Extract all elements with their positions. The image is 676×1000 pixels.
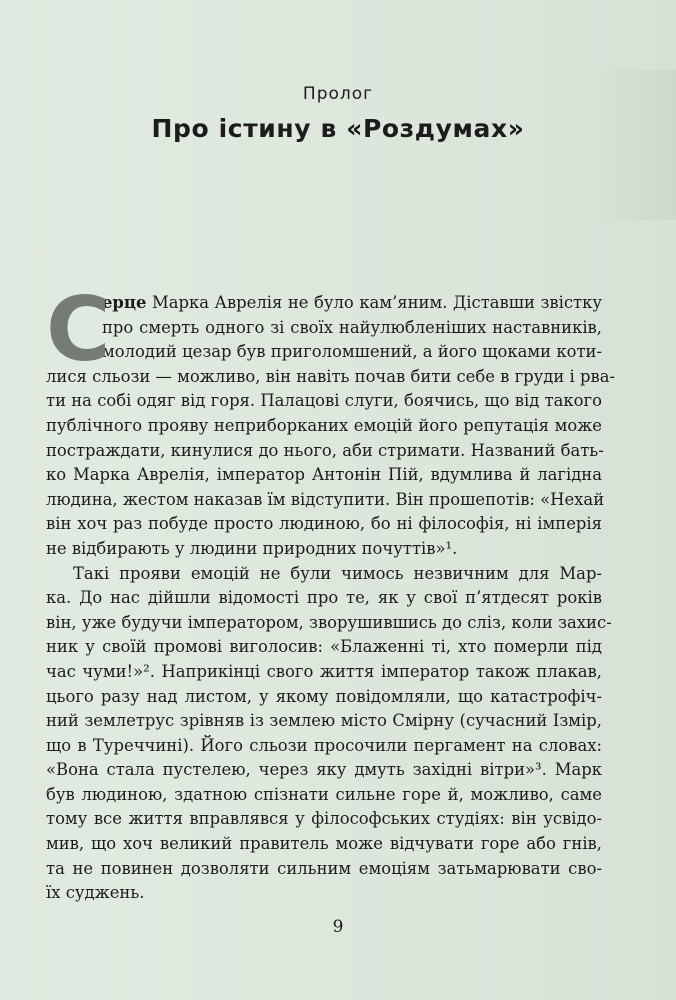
text-line: цього разу над листом, у якому повідомляли, що катастрофіч-	[46, 686, 602, 706]
text-line: лися сльози — можливо, він навіть почав бити себе в груди і рва-	[46, 366, 616, 386]
paragraph-1	[46, 278, 616, 562]
text-line: мив, що хоч великий правитель може відчувати горе або гнів,	[46, 834, 602, 854]
body-text	[46, 278, 616, 906]
text-line: тому все життя вправлявся у філософських студіях: він усвідо-	[46, 809, 602, 829]
text-line: постраждати, кинулися до нього, аби стримати. Названий бать-	[46, 440, 604, 460]
text-line: та не повинен дозволяти сильним емоціям затьмарювати сво-	[46, 858, 602, 878]
text-line: що в Туреччині). Його сльози просочили пергамент на словах:	[46, 735, 602, 755]
text-line: людина, жестом наказав їм відступити. Він прошепотів: «Нехай	[46, 489, 605, 509]
text-line: ерце Марка Аврелія не було кам’яним. Діставши звістку	[102, 293, 602, 312]
text-line: ти на собі одяг від горя. Палацові слуги, боячись, що від такого	[46, 391, 602, 411]
text-line: був людиною, здатною спізнати сильне горе й, можливо, саме	[46, 784, 602, 804]
text-line: ко Марка Аврелія, імператор Антонін Пій, вдумлива й лагідна	[46, 465, 602, 485]
text-line: Такі прояви емоцій не були чимось незвичним для Мар-	[73, 563, 602, 583]
text-line: він, уже будучи імператором, зворушившись до сліз, коли захис-	[46, 612, 612, 632]
text-line: публічного прояву неприборканих емоцій його репутація може	[46, 415, 602, 435]
paragraph-2	[46, 562, 612, 906]
text-line: молодий цезар був приголомшений, а його щоками коти-	[102, 342, 602, 362]
text-line: ний землетрус зрівняв із землею місто Смірну (сучасний Ізмір,	[46, 711, 602, 731]
text-line: не відбирають у людини природних почуттів»¹.	[46, 538, 458, 558]
text-line: він хоч раз побуде просто людиною, бо ні філософія, ні імперія	[46, 514, 602, 534]
text-line: «Вона стала пустелею, через яку дмуть західні вітри»³. Марк	[46, 760, 602, 780]
lead-word: ерце	[102, 293, 147, 312]
text-line: ник у своїй промові виголосив: «Блаженні ті, хто померли під	[46, 637, 602, 657]
text-line: ка. До нас дійшли відомості про те, як у свої п’ятдесят років	[46, 588, 602, 608]
drop-cap: С	[46, 278, 111, 381]
text-line: їх суджень.	[46, 883, 145, 903]
page-number: 9	[332, 917, 344, 937]
chapter-title: Про істину в «Роздумах»	[151, 114, 525, 143]
text-line: час чуми!»². Наприкінці свого життя імператор також плакав,	[46, 661, 602, 681]
text-line: про смерть одного зі своїх найулюбленіших наставників,	[102, 317, 602, 337]
section-label: Пролог	[302, 84, 374, 104]
